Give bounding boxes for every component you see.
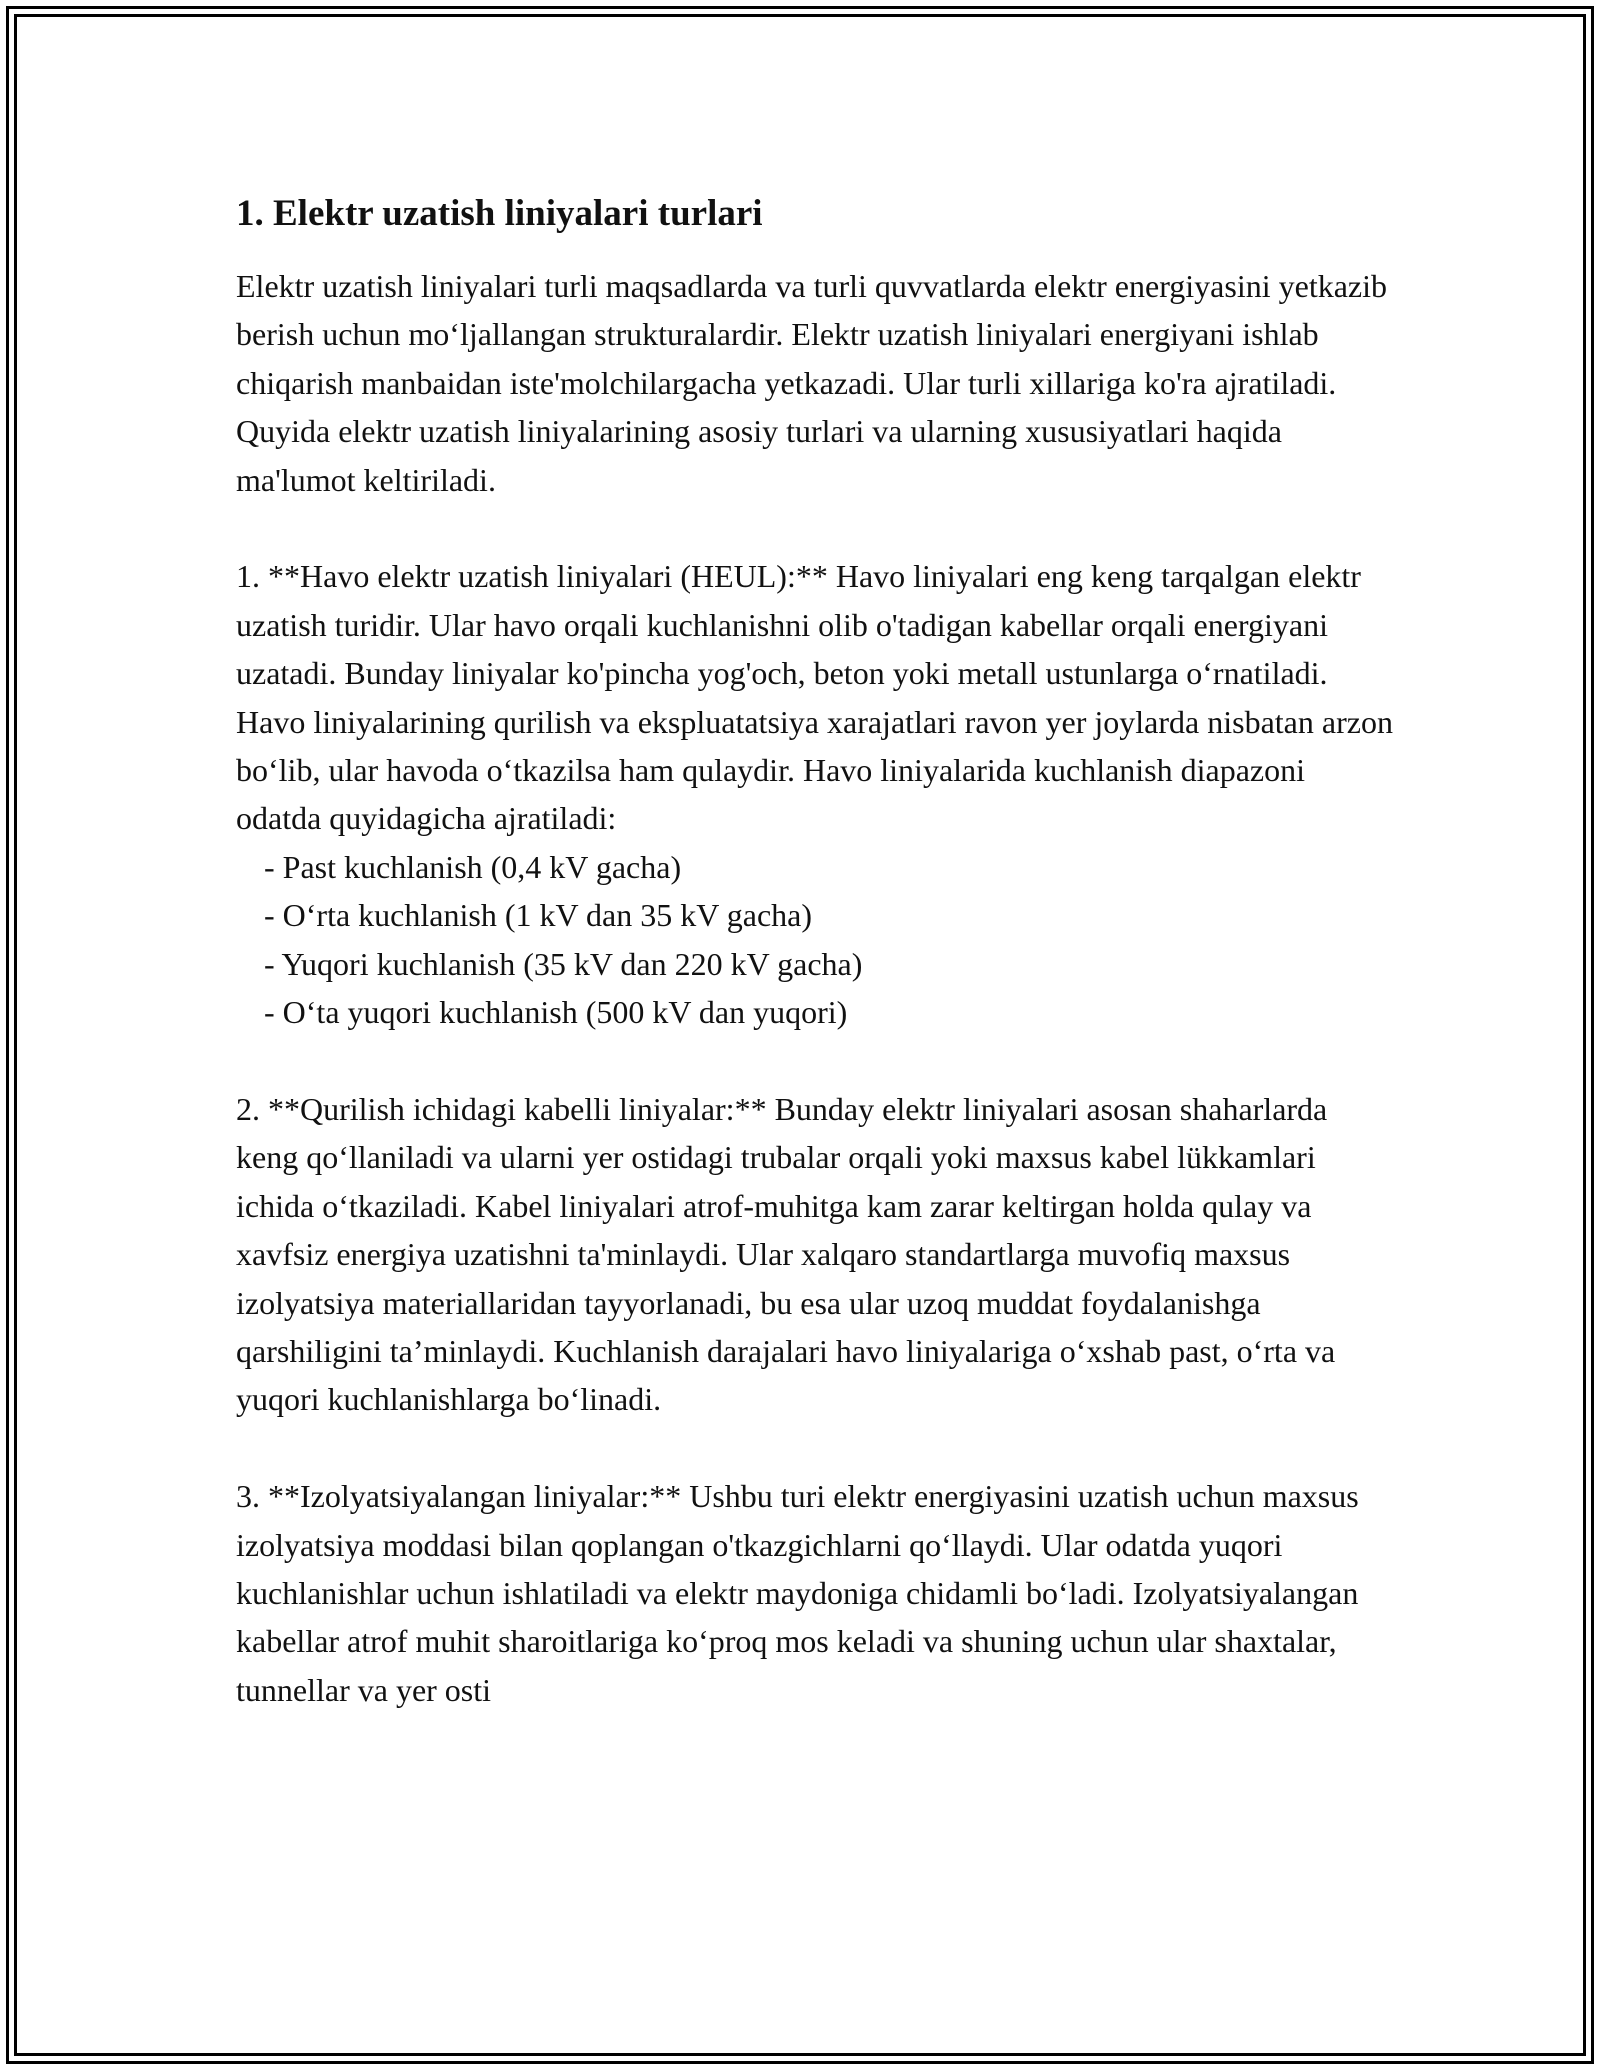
section-3-paragraph: 3. **Izolyatsiyalangan liniyalar:** Ushbu turi elektr energiyasini uzatish uchun maxsus izolyatsiya moddasi bilan qoplangan o'tkazgichlarni qoʻllaydi. Ular odatda yuqori kuchlanishlar uchun ishlatiladi va elektr maydoniga chidamli boʻladi. Izolyatsiyalangan kabellar atrof muhit sharoitlariga koʻproq mos keladi va shuning uchun ular shaxtalar, tunnellar va yer osti <box>236 1478 1359 1708</box>
document-title: 1. Elektr uzatish liniyalari turlari <box>236 193 763 234</box>
section-2-paragraph: 2. **Qurilish ichidagi kabelli liniyalar:** Bunday elektr liniyalari asosan shaharlarda keng qoʻllaniladi va ularni yer ostidagi trubalar orqali yoki maxsus kabel lükkamlari ichida oʻtkaziladi. Kabel liniyalari atrof-muhitga kam zarar keltirgan holda qulay va xavfsiz energiya uzatishni ta'minlaydi. Ular xalqaro standartlarga muvofiq maxsus izolyatsiya materiallaridan tayyorlanadi, bu esa ular uzoq muddat foydalanishga qarshiligini ta’minlaydi. Kuchlanish darajalari havo liniyalariga oʻxshab past, oʻrta va yuqori kuchlanishlarga boʻlinadi. <box>236 1090 1336 1418</box>
intro-paragraph: Elektr uzatish liniyalari turli maqsadlarda va turli quvvatlarda elektr energiyasini yetkazib berish uchun moʻljallangan strukturalardir. Elektr uzatish liniyalari energiyani ishlab chiqarish manbaidan iste'molchilargacha yetkazadi. Ular turli xillariga ko'ra ajratiladi. Quyida elektr uzatish liniyalarining asosiy turlari va ularning xususiyatlari haqida ma'lumot keltiriladi. <box>236 268 1387 498</box>
document-body <box>236 186 1396 1714</box>
section-1-paragraph: 1. **Havo elektr uzatish liniyalari (HEUL):** Havo liniyalari eng keng tarqalgan elektr uzatish turidir. Ular havo orqali kuchlanishni olib o'tadigan kabellar orqali energiyani uzatadi. Bunday liniyalar ko'pincha yog'och, beton yoki metall ustunlarga oʻrnatiladi. Havo liniyalarining qurilish va ekspluatatsiya xarajatlari ravon yer joylarda nisbatan arzon boʻlib, ular havoda oʻtkazilsa ham qulaydir. Havo liniyalarida kuchlanish diapazoni odatda quyidagicha ajratiladi: <box>236 558 1393 837</box>
list-item: - Oʻrta kuchlanish (1 kV dan 35 kV gacha) <box>264 897 812 934</box>
list-item: - Oʻta yuqori kuchlanish (500 kV dan yuqori) <box>264 994 848 1031</box>
voltage-range-list <box>236 843 1396 1037</box>
list-item: - Yuqori kuchlanish (35 kV dan 220 kV gacha) <box>264 945 863 982</box>
list-item: - Past kuchlanish (0,4 kV gacha) <box>264 848 682 885</box>
